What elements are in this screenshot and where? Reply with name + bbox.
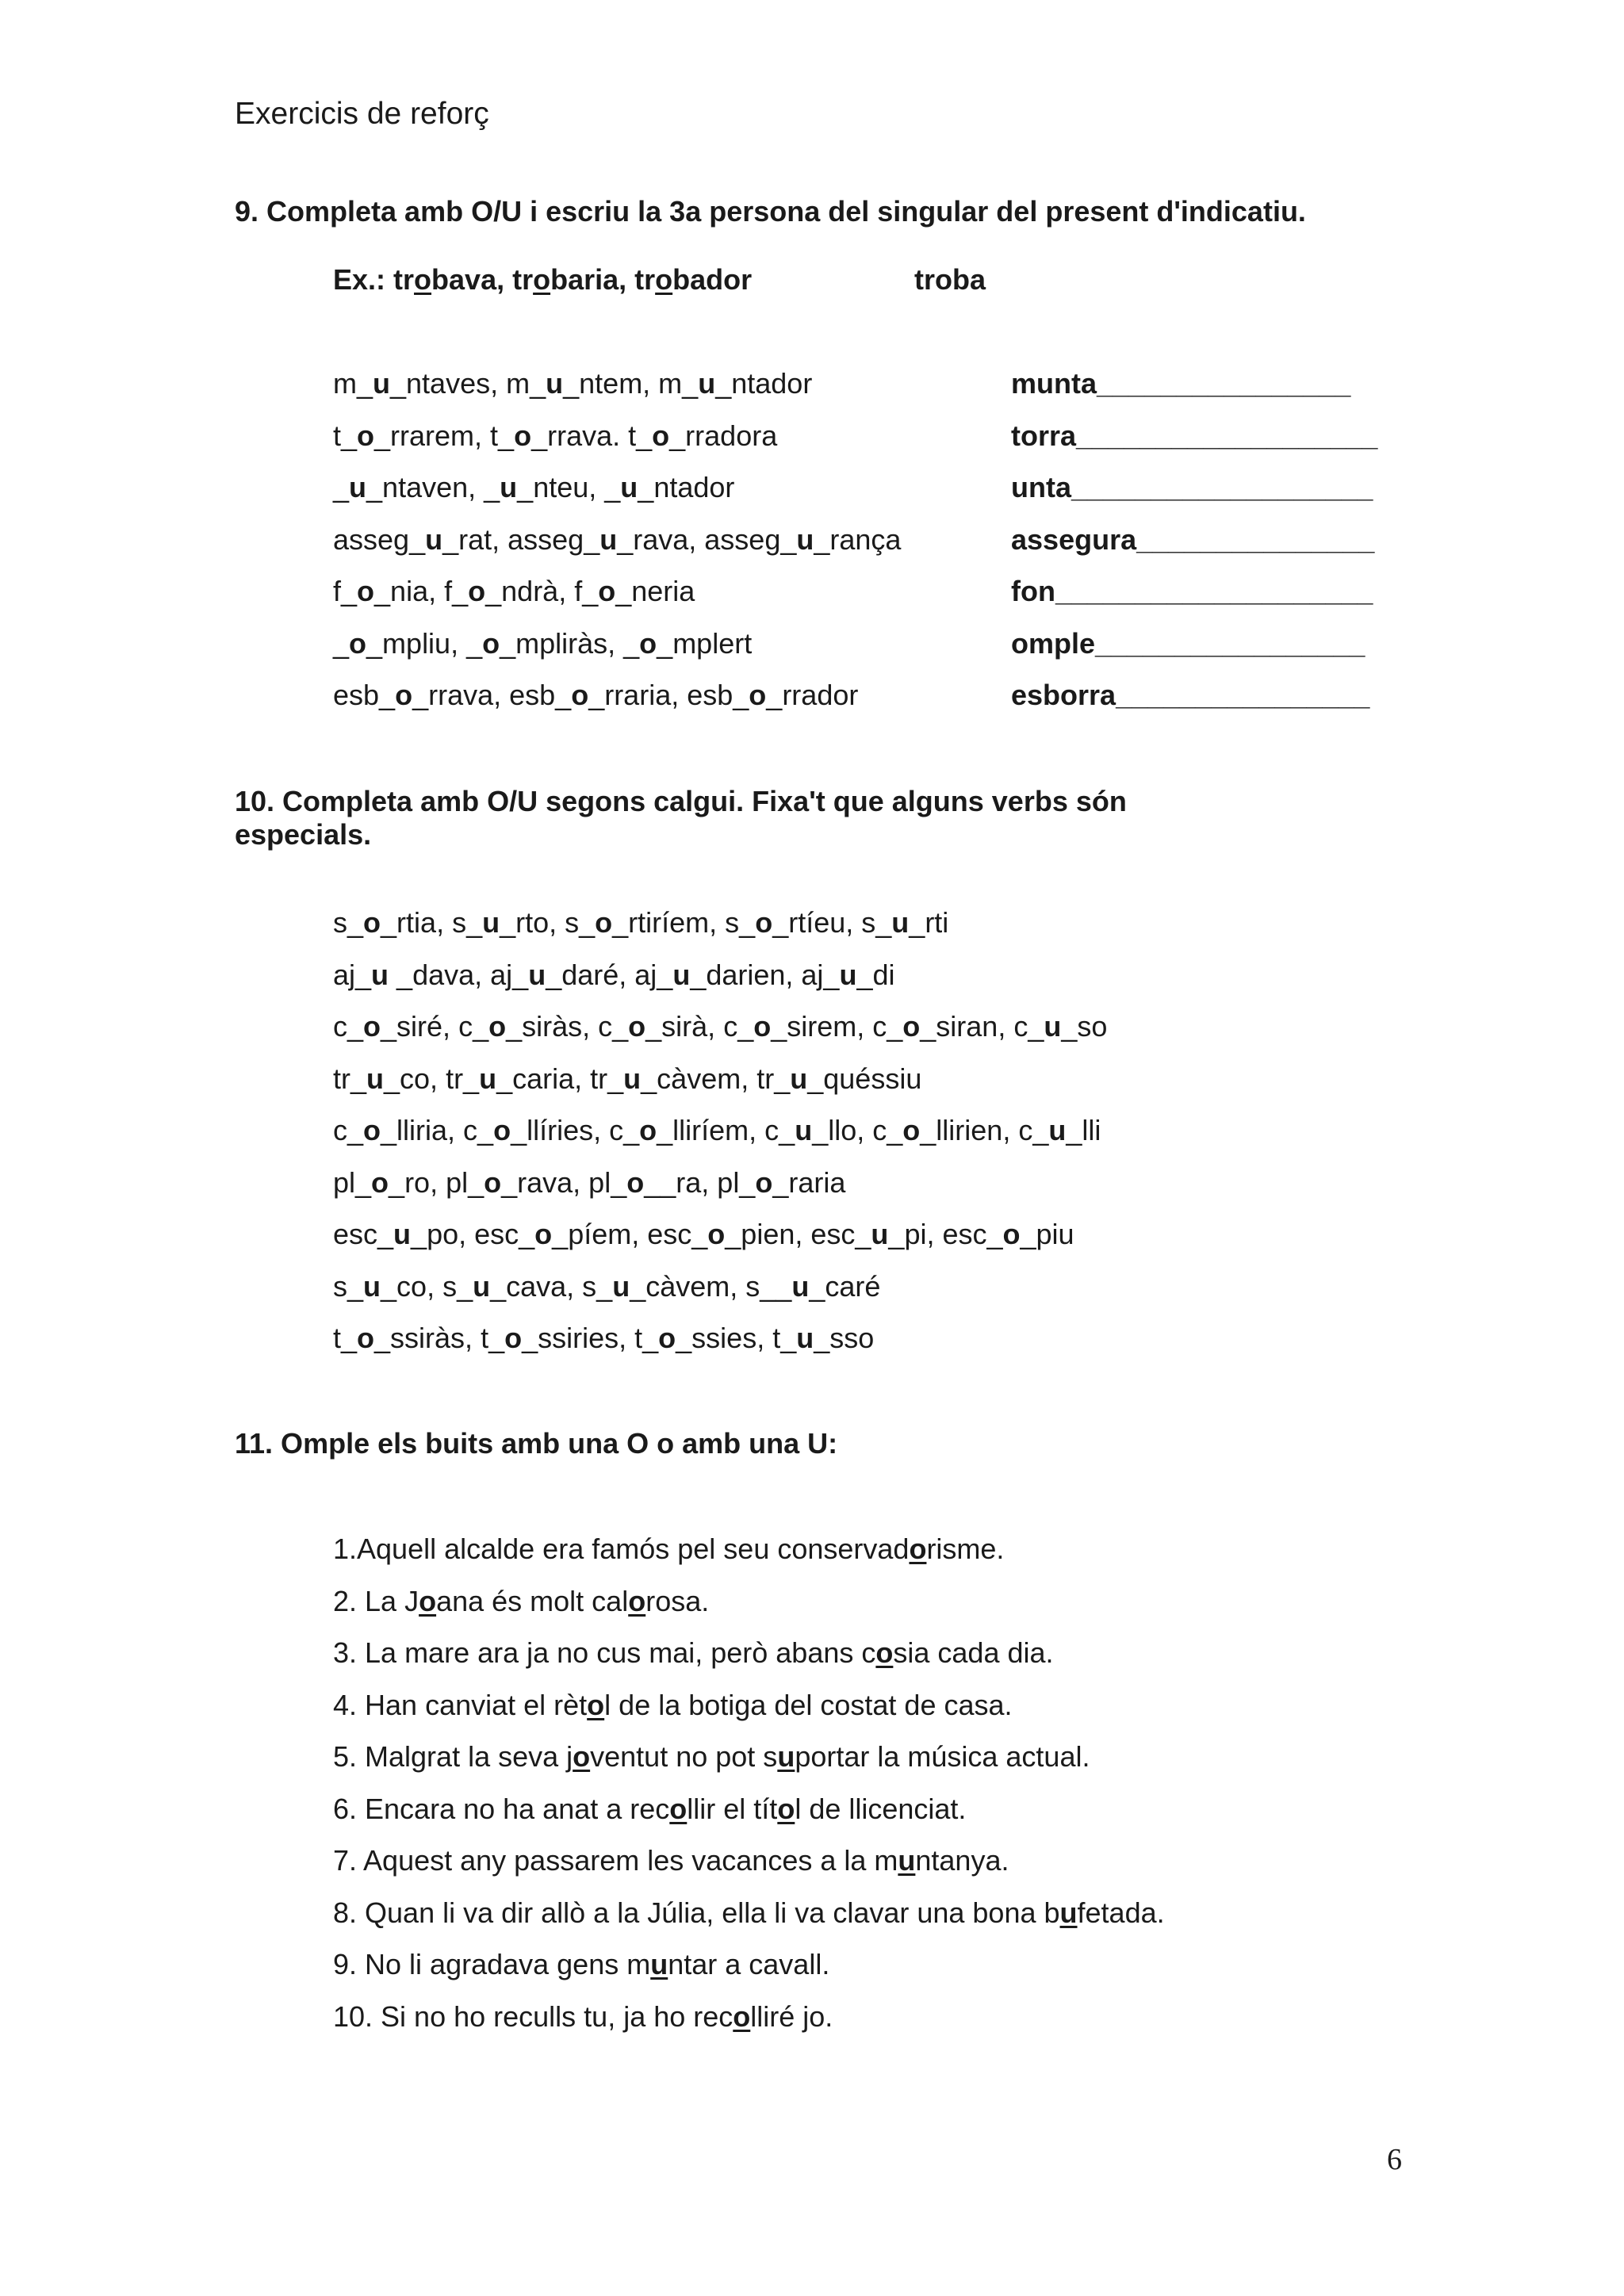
answer-letter: u <box>650 1948 668 1980</box>
answer-letter: o <box>626 1165 645 1199</box>
text-fragment: t_ <box>333 419 358 452</box>
exercise-9-item <box>333 419 777 453</box>
text-fragment: _ro, pl_ <box>389 1165 485 1199</box>
text-fragment: ana és molt cal <box>436 1584 629 1617</box>
text-fragment: s_ <box>333 906 364 939</box>
answer-letter: o <box>755 1165 773 1199</box>
text-fragment: _llo, c_ <box>812 1114 903 1146</box>
text-fragment: f_ <box>333 575 358 607</box>
text-fragment: _ssies, t_ <box>676 1322 797 1354</box>
answer-letter: u <box>473 1269 491 1303</box>
exercise-9-item <box>333 366 812 401</box>
text-fragment: _siran, c_ <box>920 1010 1044 1043</box>
answer-letter: o <box>504 1322 523 1354</box>
text-fragment: _po, esc_ <box>411 1218 535 1250</box>
text-fragment: tr_ <box>333 1062 367 1095</box>
answer-letter: o <box>468 575 486 607</box>
answer-letter: o <box>652 419 670 452</box>
answer-letter: u <box>839 958 857 991</box>
exercise-10-item <box>333 1217 1074 1252</box>
answer-letter: u <box>366 1062 385 1095</box>
text-fragment: _piu <box>1020 1218 1074 1250</box>
text-fragment: _rtíeu, s_ <box>772 906 892 939</box>
answer-letter: o <box>514 419 532 452</box>
answer-letter: o <box>482 626 500 660</box>
text-fragment: munta <box>1011 367 1097 400</box>
answer-letter: u <box>393 1218 412 1250</box>
answer-letter: o <box>595 906 613 939</box>
exercise-9-title: 9. Completa amb O/U i escriu la 3a persona del singular del present d'indicatiu. <box>235 195 1306 228</box>
text-fragment: _ssiries, t_ <box>522 1322 659 1354</box>
text-fragment: _rto, s_ <box>500 906 596 939</box>
answer-letter: o <box>414 263 432 296</box>
answer-letter: u <box>500 471 518 503</box>
answer-letter: u <box>672 958 691 991</box>
text-fragment: m_ <box>333 367 373 400</box>
answer-letter: u <box>891 906 910 939</box>
text-fragment: _neria <box>615 575 695 607</box>
text-fragment: _mpliràs, _ <box>500 626 640 660</box>
answer-letter: u <box>790 1062 808 1095</box>
exercise-11-item <box>333 1947 829 1982</box>
answer-letter: u <box>796 522 814 556</box>
text-fragment: _ntador <box>715 367 813 400</box>
text-fragment: _caria, tr_ <box>496 1062 624 1095</box>
text-fragment: _llirien, c_ <box>920 1114 1049 1146</box>
answer-letter: o <box>749 679 767 711</box>
answer-letter: u <box>796 1322 814 1354</box>
answer-letter: o <box>587 1688 605 1721</box>
answer-letter: u <box>791 1269 810 1303</box>
text-fragment: asseg_ <box>333 522 426 556</box>
answer-letter: u <box>425 522 443 556</box>
text-fragment: _mpliu, _ <box>366 626 483 660</box>
text-fragment: _rança <box>814 522 902 556</box>
exercise-9-item <box>333 574 695 609</box>
exercise-10-title-line2: especials. <box>235 818 372 851</box>
exercise-11-item <box>333 1688 1013 1723</box>
text-fragment: esborra <box>1011 679 1116 711</box>
exercise-9-item <box>333 626 752 661</box>
exercise-10-item <box>333 958 895 993</box>
text-fragment: aj_ <box>333 958 372 991</box>
exercise-11-item <box>333 1532 1004 1567</box>
text-fragment: _siré, c_ <box>381 1010 489 1043</box>
answer-letter: o <box>357 1322 375 1354</box>
text-fragment: ___________________ <box>1071 471 1373 503</box>
text-fragment: torra <box>1011 419 1077 452</box>
text-fragment: _di <box>856 958 895 991</box>
text-fragment: ________________ <box>1097 367 1351 400</box>
text-fragment: ntar a cavall. <box>668 1948 830 1980</box>
exercise-10-item <box>333 905 948 940</box>
answer-letter: o <box>628 1010 646 1043</box>
exercise-10-title <box>235 785 1127 851</box>
text-fragment: _ndrà, f_ <box>485 575 599 607</box>
text-fragment: _siràs, c_ <box>506 1010 629 1043</box>
text-fragment: _ntaves, m_ <box>390 367 546 400</box>
answer-letter: o <box>658 1322 676 1354</box>
text-fragment: _rat, asseg_ <box>442 522 600 556</box>
exercise-9-item <box>333 678 858 713</box>
answer-letter: o <box>628 1584 646 1617</box>
text-fragment: __ra, pl_ <box>644 1165 756 1199</box>
text-fragment: 8. Quan li va dir allò a la Júlia, ella li va clavar una bona b <box>333 1896 1060 1929</box>
answer-letter: o <box>707 1218 726 1250</box>
text-fragment: esc_ <box>333 1218 394 1250</box>
text-fragment: Ex.: tr <box>333 263 415 296</box>
exercise-10-item <box>333 1269 880 1304</box>
answer-letter: u <box>482 906 500 939</box>
text-fragment: _rradora <box>669 419 778 452</box>
text-fragment: fetada. <box>1077 1896 1165 1929</box>
exercise-9-answer <box>1011 419 1377 453</box>
text-fragment: 10. Si no ho reculls tu, ja ho rec <box>333 1999 733 2033</box>
answer-letter: u <box>898 1844 916 1877</box>
text-fragment: rosa. <box>645 1584 710 1617</box>
answer-letter: u <box>546 367 564 400</box>
text-fragment: _rava, pl_ <box>501 1165 627 1199</box>
text-fragment: 9. No li agradava gens m <box>333 1948 651 1980</box>
exercise-11-item <box>333 1896 1165 1931</box>
answer-letter: u <box>371 958 389 991</box>
text-fragment: ventut no pot s <box>590 1740 778 1773</box>
text-fragment: _rrador <box>766 679 859 711</box>
text-fragment: assegura <box>1011 522 1137 556</box>
text-fragment: _rraria, esb_ <box>588 679 749 711</box>
answer-letter: o <box>755 906 773 939</box>
answer-letter: o <box>395 679 413 711</box>
exercise-10-item <box>333 1113 1101 1148</box>
text-fragment: _llíries, c_ <box>511 1114 640 1146</box>
answer-letter: o <box>363 906 381 939</box>
text-fragment: _lli <box>1066 1114 1101 1146</box>
exercise-9-answer <box>1011 522 1374 557</box>
answer-letter: o <box>639 1114 657 1146</box>
text-fragment: ____________________ <box>1055 575 1373 607</box>
answer-letter: u <box>795 1114 813 1146</box>
text-fragment: fon <box>1011 575 1055 607</box>
text-fragment: _cava, s_ <box>490 1269 613 1303</box>
text-fragment: _rti <box>909 906 949 939</box>
answer-letter: o <box>363 1114 381 1146</box>
answer-letter: o <box>655 263 673 296</box>
text-fragment: 5. Malgrat la seva j <box>333 1740 573 1773</box>
text-fragment: ________________ <box>1116 679 1370 711</box>
text-fragment: 4. Han canviat el rèt <box>333 1688 588 1721</box>
answer-letter: o <box>533 263 551 296</box>
answer-letter: o <box>1002 1218 1021 1250</box>
answer-letter: u <box>612 1269 630 1303</box>
text-fragment: 6. Encara no ha anat a rec <box>333 1792 670 1825</box>
text-fragment: _lliríem, c_ <box>657 1114 795 1146</box>
document-header: Exercicis de reforç <box>235 97 489 131</box>
exercise-9-item <box>333 522 901 557</box>
text-fragment: _càvem, s__ <box>630 1269 792 1303</box>
text-fragment: _co, s_ <box>381 1269 473 1303</box>
text-fragment: _dava, aj_ <box>389 958 529 991</box>
text-fragment: _daré, aj_ <box>546 958 673 991</box>
answer-letter: o <box>733 1999 751 2033</box>
answer-letter: o <box>639 626 657 660</box>
text-fragment: llir el tít <box>687 1792 778 1825</box>
page-number: 6 <box>1387 2143 1402 2176</box>
text-fragment: _quéssiu <box>807 1062 922 1095</box>
exercise-10-item <box>333 1321 874 1356</box>
answer-letter: o <box>493 1114 511 1146</box>
text-fragment: c_ <box>333 1114 364 1146</box>
exercise-9-answer <box>1011 574 1373 609</box>
text-fragment: _rrarem, t_ <box>374 419 515 452</box>
answer-letter: o <box>902 1114 921 1146</box>
answer-letter: o <box>669 1792 688 1825</box>
exercise-11-item <box>333 1636 1054 1670</box>
exercise-10-item <box>333 1062 921 1096</box>
text-fragment: 1.Aquell alcalde era famós pel seu conservad <box>333 1533 910 1565</box>
text-fragment: _nteu, _ <box>517 471 621 503</box>
text-fragment: _ssiràs, t_ <box>374 1322 505 1354</box>
exercise-9-answer <box>1011 470 1373 505</box>
text-fragment: _________________ <box>1095 626 1365 660</box>
exercise-11-item <box>333 1999 833 2034</box>
exercise-9-example <box>333 263 752 297</box>
answer-letter: u <box>698 367 716 400</box>
exercise-10-item <box>333 1009 1107 1044</box>
exercise-11-item <box>333 1739 1090 1774</box>
text-fragment: l de la botiga del costat de casa. <box>604 1688 1013 1721</box>
answer-letter: o <box>419 1584 437 1617</box>
text-fragment: _rtiríem, s_ <box>612 906 756 939</box>
text-fragment: risme. <box>926 1533 1005 1565</box>
text-fragment: _so <box>1061 1010 1108 1043</box>
answer-letter: o <box>598 575 616 607</box>
answer-letter: u <box>620 471 638 503</box>
text-fragment: baria, tr <box>550 263 656 296</box>
text-fragment: unta <box>1011 471 1071 503</box>
text-fragment: _rrava, esb_ <box>412 679 572 711</box>
answer-letter: o <box>902 1010 921 1043</box>
exercise-9-answer <box>1011 678 1369 713</box>
exercise-10-title-line1: 10. Completa amb O/U segons calgui. Fixa't que alguns verbs són <box>235 785 1127 817</box>
answer-letter: u <box>871 1218 889 1250</box>
text-fragment: _co, tr_ <box>384 1062 480 1095</box>
exercise-11-title: 11. Omple els buits amb una O o amb una U: <box>235 1427 838 1460</box>
exercise-11-item <box>333 1792 966 1827</box>
text-fragment: _rtia, s_ <box>381 906 483 939</box>
text-fragment: bava, tr <box>431 263 534 296</box>
exercise-9-item <box>333 470 734 505</box>
text-fragment: _ <box>333 626 350 660</box>
text-fragment: t_ <box>333 1322 358 1354</box>
text-fragment: _sirà, c_ <box>645 1010 754 1043</box>
text-fragment: _pien, esc_ <box>725 1218 871 1250</box>
text-fragment: sia cada dia. <box>893 1636 1054 1669</box>
text-fragment: esb_ <box>333 679 396 711</box>
answer-letter: u <box>479 1062 497 1095</box>
text-fragment: _sso <box>814 1322 875 1354</box>
answer-letter: o <box>357 575 375 607</box>
text-fragment: portar la música actual. <box>795 1740 1090 1773</box>
answer-letter: o <box>349 626 367 660</box>
answer-letter: o <box>357 419 375 452</box>
answer-letter: o <box>909 1533 927 1565</box>
answer-letter: u <box>777 1740 795 1773</box>
text-fragment: _nia, f_ <box>374 575 469 607</box>
text-fragment: _càvem, tr_ <box>641 1062 791 1095</box>
exercise-11-item <box>333 1843 1009 1878</box>
answer-letter: o <box>488 1010 507 1043</box>
answer-letter: u <box>1059 1896 1078 1929</box>
exercise-9-answer <box>1011 626 1365 661</box>
text-fragment: _caré <box>809 1269 881 1303</box>
answer-letter: u <box>623 1062 642 1095</box>
text-fragment: ___________________ <box>1076 419 1378 452</box>
exercise-9-answer <box>1011 366 1350 401</box>
text-fragment: lliré jo. <box>750 1999 833 2033</box>
answer-letter: u <box>599 522 618 556</box>
answer-letter: o <box>363 1010 381 1043</box>
text-fragment: _píem, esc_ <box>552 1218 708 1250</box>
text-fragment: _pi, esc_ <box>888 1218 1003 1250</box>
text-fragment: _raria <box>772 1165 846 1199</box>
answer-letter: u <box>1044 1010 1062 1043</box>
text-fragment: _ <box>333 471 350 503</box>
answer-letter: o <box>371 1165 389 1199</box>
text-fragment: _ntem, m_ <box>563 367 699 400</box>
text-fragment: _mplert <box>657 626 753 660</box>
text-fragment: omple <box>1011 626 1096 660</box>
answer-letter: o <box>484 1165 502 1199</box>
answer-letter: u <box>363 1269 381 1303</box>
answer-letter: o <box>777 1792 795 1825</box>
answer-letter: u <box>1048 1114 1067 1146</box>
text-fragment: _darien, aj_ <box>690 958 840 991</box>
text-fragment: _lliria, c_ <box>381 1114 494 1146</box>
text-fragment: c_ <box>333 1010 364 1043</box>
text-fragment: _ntaven, _ <box>366 471 500 503</box>
text-fragment: 2. La J <box>333 1584 419 1617</box>
text-fragment: 7. Aquest any passarem les vacances a la m <box>333 1844 898 1877</box>
answer-letter: u <box>528 958 546 991</box>
exercise-11-item <box>333 1584 709 1619</box>
text-fragment: 3. La mare ara ja no cus mai, però abans c <box>333 1636 876 1669</box>
text-fragment: bador <box>672 263 753 296</box>
answer-letter: o <box>875 1636 894 1669</box>
text-fragment: _sirem, c_ <box>771 1010 903 1043</box>
exercise-10-item <box>333 1165 845 1200</box>
text-fragment: _______________ <box>1136 522 1375 556</box>
text-fragment: _ntador <box>638 471 735 503</box>
exercise-9-example-answer: troba <box>914 263 986 296</box>
answer-letter: u <box>373 367 391 400</box>
answer-letter: u <box>349 471 367 503</box>
text-fragment: s_ <box>333 1269 364 1303</box>
text-fragment: pl_ <box>333 1165 372 1199</box>
text-fragment: ntanya. <box>915 1844 1009 1877</box>
answer-letter: o <box>573 1740 591 1773</box>
answer-letter: o <box>571 679 589 711</box>
text-fragment: _rava, asseg_ <box>617 522 797 556</box>
text-fragment: l de llicenciat. <box>795 1792 967 1825</box>
text-fragment: _rrava. t_ <box>531 419 653 452</box>
answer-letter: o <box>753 1010 772 1043</box>
answer-letter: o <box>534 1218 553 1250</box>
